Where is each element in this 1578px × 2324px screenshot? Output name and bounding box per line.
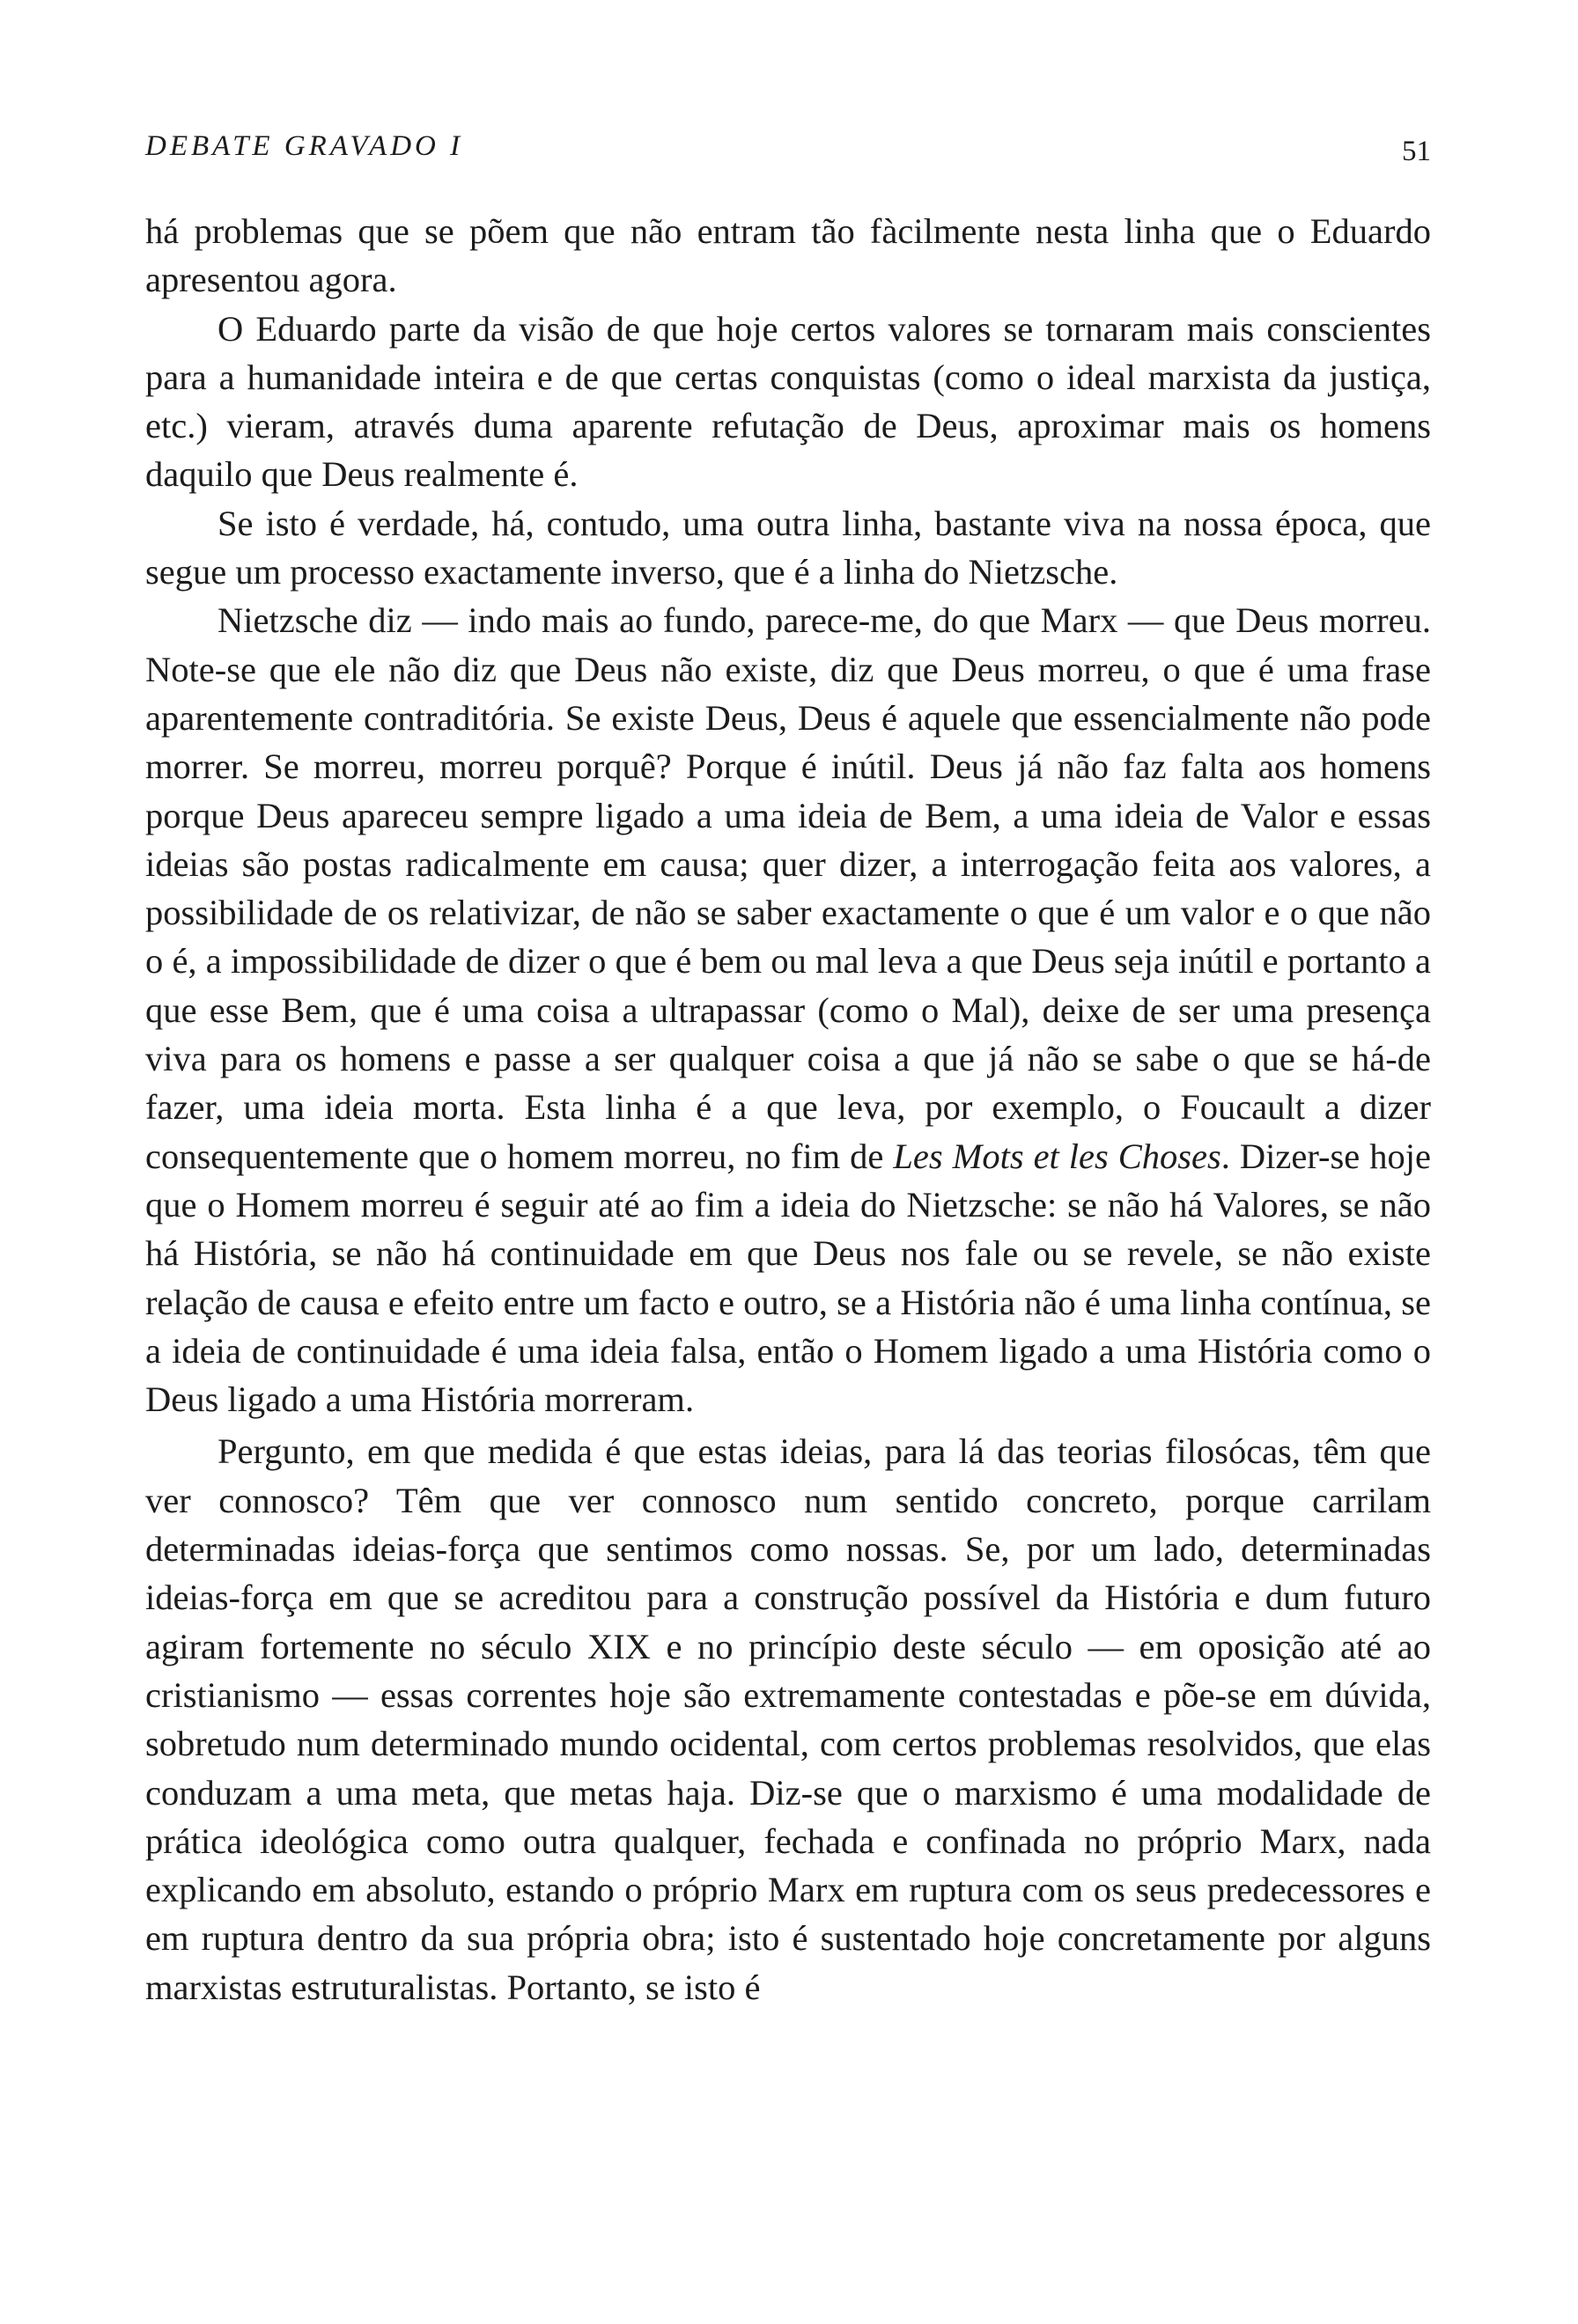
page-number: 51 <box>1402 136 1431 167</box>
paragraph-2: O Eduardo parte da visão de que hoje certos valores se tornaram mais conscientes para a humanidade inteira e de que certas conquistas (como o ideal marxista da justiça, etc.) vieram, através duma aparente refutação de Deus, aproximar mais os homens daquilo que Deus realmente é. <box>145 308 1431 495</box>
paragraph-4 <box>145 596 1431 1423</box>
running-head <box>145 130 1431 174</box>
paragraph-3: Se isto é verdade, há, contudo, uma outra linha, bastante viva na nossa época, que segue um processo exactamente inverso, que é a linha do Nietzsche. <box>145 503 1431 592</box>
paragraph-4-text-a: Nietzsche diz — indo mais ao fundo, parece-me, do que Marx — que Deus morreu. Note-se que ele não diz que Deus não existe, diz que Deus morreu, o que é uma frase aparentemente contraditória. Se existe Deus, Deus é aquele que essencialmente não pode morrer. Se morreu, morreu porquê? Porque é inútil. Deus já não faz falta aos homens porque Deus apareceu sempre ligado a uma ideia de Bem, a uma ideia de Valor e essas ideias são postas radicalmente em causa; quer dizer, a interrogação feita aos valores, a possibilidade de os relativizar, de não se saber exactamente o que é um valor e o que não o é, a impossibilidade de dizer o que é bem ou mal leva a que Deus seja inútil e portanto a que esse Bem, que é uma coisa a ultrapassar (como o Mal), deixe de ser uma presença viva para os homens e passe a ser qualquer coisa a que já não se sabe o que se há-de fazer, uma ideia morta. Esta linha é a que leva, por exemplo, o Foucault a dizer consequentemente que o homem morreu, no fim de <box>145 600 1431 1176</box>
book-title: Les Mots et les Choses <box>893 1136 1221 1176</box>
body-text <box>145 207 1431 2011</box>
paragraph-1: há problemas que se põem que não entram tão fàcilmente nesta linha que o Eduardo apresentou agora. <box>145 211 1431 300</box>
paragraph-4-text-b: . Dizer-se hoje que o Homem morreu é seguir até ao fim a ideia do Nietzsche: se não há Valores, se não há História, se não há continuidade em que Deus nos fale ou se revele, se não existe relação de causa e efeito entre um facto e outro, se a História não é uma linha contínua, se a ideia de continuidade é uma ideia falsa, então o Homem ligado a uma História como o Deus ligado a uma História morreram. <box>145 1136 1431 1420</box>
paragraph-5: Pergunto, em que medida é que estas ideias, para lá das teorias filosócas, têm que ver connosco? Têm que ver connosco num sentido concreto, porque carrilam determinadas ideias-força que sentimos como nossas. Se, por um lado, determinadas ideias-força em que se acreditou para a construção possível da História e dum futuro agiram fortemente no século XIX e no princípio deste século — em oposição até ao cristianismo — essas correntes hoje são extremamente contestadas e põe-se em dúvida, sobretudo num determinado mundo ocidental, com certos problemas resolvidos, que elas conduzam a uma meta, que metas haja. Diz-se que o marxismo é uma modalidade de prática ideológica como outra qualquer, fechada e confinada no próprio Marx, nada explicando em absoluto, estando o próprio Marx em ruptura com os seus predecessores e em ruptura dentro da sua própria obra; isto é sustentado hoje concretamente por alguns marxistas estruturalistas. Portanto, se isto é <box>145 1431 1431 2007</box>
running-title: DEBATE GRAVADO I <box>145 130 464 162</box>
